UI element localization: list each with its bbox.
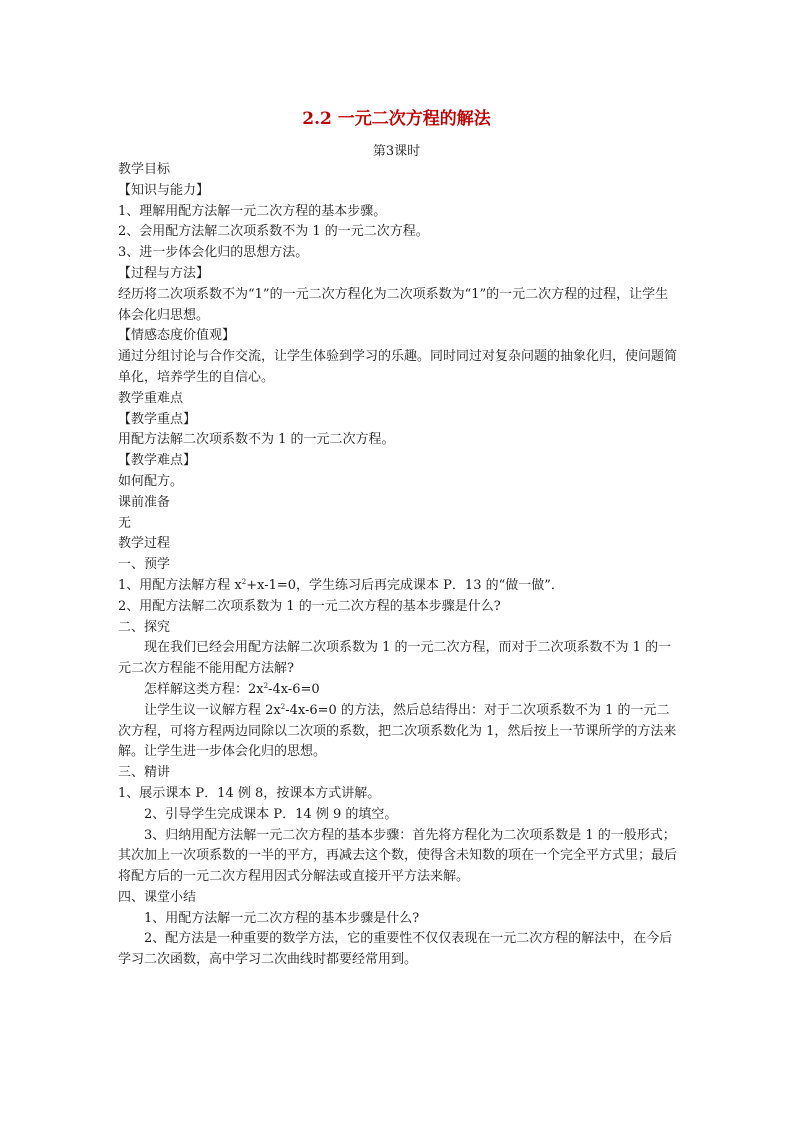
emotion-text: 通过分组讨论与合作交流，让学生体验到学习的乐趣。同时同过对复杂问题的抽象化归，使问题简单化，培养学生的自信心。 xyxy=(118,349,678,385)
exponent: 2 xyxy=(241,577,247,586)
teaching-process-heading: 教学过程 xyxy=(118,536,171,552)
difficulty-text: 如何配方。 xyxy=(118,473,184,489)
section-2-paragraph-2 xyxy=(118,680,678,701)
section-1-item-1 xyxy=(118,576,678,597)
process-method-heading: 【过程与方法】 xyxy=(118,265,210,281)
equation-text: 怎样解这类方程：2x xyxy=(144,681,264,697)
equation-text: 1、用配方法解方程 x xyxy=(118,577,242,593)
section-3-item-3: 3、归纳用配方法解一元二次方程的基本步骤：首先将方程化为二次项系数是 1 的一般形式；其次加上一次项系数的一半的平方，再减去这个数，使得含未知数的项在一个完全平方式里；最后将配方后的一元二次方程用因式分解法或直接开平方法来解。 xyxy=(118,827,678,885)
section-4-item-2: 2、配方法是一种重要的数学方法，它的重要性不仅仅表现在一元二次方程的解法中，在今后学习二次函数，高中学习二次曲线时都要经常用到。 xyxy=(118,931,673,968)
process-method-text: 经历将二次项系数不为“1”的一元二次方程化为二次项系数为“1”的一元二次方程的过程，让学生体会化归思想。 xyxy=(118,286,669,323)
knowledge-item-2: 2、会用配方法解二次项系数不为 1 的一元二次方程。 xyxy=(118,224,429,240)
knowledge-heading: 【知识与能力】 xyxy=(118,182,210,198)
exponent: 2 xyxy=(263,681,269,690)
section-1-heading: 一、预学 xyxy=(118,557,171,573)
emotion-heading: 【情感态度价值观】 xyxy=(118,328,236,344)
equation-text-rest: +x-1=0，学生练习后再完成课本 P．13 的“做一做”． xyxy=(246,577,564,593)
prep-text: 无 xyxy=(118,515,132,531)
section-2-paragraph-3 xyxy=(118,701,678,763)
difficulty-heading: 【教学难点】 xyxy=(118,453,197,469)
goals-heading: 教学目标 xyxy=(118,162,171,177)
knowledge-item-1: 1、理解用配方法解一元二次方程的基本步骤。 xyxy=(118,203,387,219)
section-4-heading: 四、课堂小结 xyxy=(118,889,197,905)
prep-heading: 课前准备 xyxy=(118,494,171,510)
section-4-item-1: 1、用配方法解一元二次方程的基本步骤是什么? xyxy=(144,910,420,926)
section-2-paragraph-1: 现在我们已经会用配方法解二次项系数为 1 的一元二次方程，而对于二次项系数不为 1 的一元二次方程能不能用配方法解? xyxy=(118,640,672,677)
document-body xyxy=(118,160,678,971)
focus-text: 用配方法解二次项系数不为 1 的一元二次方程。 xyxy=(118,432,395,448)
section-2-heading: 二、探究 xyxy=(118,619,171,635)
section-3-item-1: 1、展示课本 P．14 例 8，按课本方式讲解。 xyxy=(118,785,381,801)
section-1-item-2: 2、用配方法解二次项系数为 1 的一元二次方程的基本步骤是什么? xyxy=(118,598,501,614)
lesson-number: 第3课时 xyxy=(372,144,421,159)
document-title: 2.2 一元二次方程的解法 xyxy=(302,109,491,129)
equation-text-rest: -4x-6=0 的方法，然后总结得出：对于二次项系数不为 1 的一元二次方程，可将方程两边同除以二次项的系数，把二次项系数化为 1，然后按上一节课所学的方法来解。让学生进一步体会化归的思想。 xyxy=(118,702,677,760)
exponent: 2 xyxy=(280,702,286,711)
equation-text: 让学生议一议解方程 2x xyxy=(144,702,281,718)
knowledge-item-3: 3、进一步体会化归的思想方法。 xyxy=(118,245,309,261)
key-points-heading: 教学重难点 xyxy=(118,390,184,406)
focus-heading: 【教学重点】 xyxy=(118,411,197,427)
section-3-item-2: 2、引导学生完成课本 P．14 例 9 的填空。 xyxy=(144,806,398,822)
section-3-heading: 三、精讲 xyxy=(118,765,171,781)
equation-text-rest: -4x-6=0 xyxy=(268,681,320,697)
